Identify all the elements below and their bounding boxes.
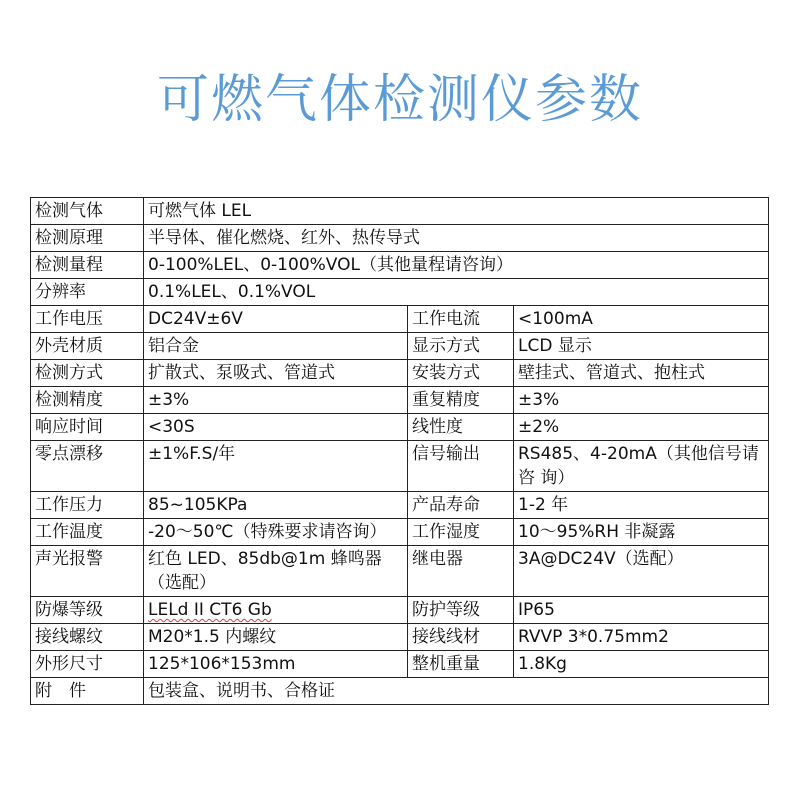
table-row: [31, 360, 769, 387]
row-value: [144, 597, 408, 624]
row-value: 10～95%RH 非凝露: [514, 519, 769, 546]
table-row: [31, 624, 769, 651]
row-value: 半导体、催化燃烧、红外、热传导式: [144, 225, 769, 252]
explosion-rating-text: LELd II CT6 Gb: [148, 600, 272, 620]
row-value: RS485、4-20mA（其他信号请咨 询）: [514, 441, 769, 492]
row-label: 外壳材质: [31, 333, 144, 360]
spec-table: [30, 197, 769, 705]
row-value: IP65: [514, 597, 769, 624]
row-label: 显示方式: [408, 333, 514, 360]
row-value: 1-2 年: [514, 492, 769, 519]
row-value: <100mA: [514, 306, 769, 333]
row-value: 可燃气体 LEL: [144, 198, 769, 225]
table-row: [31, 333, 769, 360]
row-value: DC24V±6V: [144, 306, 408, 333]
row-value: <30S: [144, 414, 408, 441]
row-label: 检测精度: [31, 387, 144, 414]
row-label: 工作电压: [31, 306, 144, 333]
row-label: 工作电流: [408, 306, 514, 333]
row-value: M20*1.5 内螺纹: [144, 624, 408, 651]
table-row: [31, 597, 769, 624]
table-row: [31, 225, 769, 252]
row-value: LCD 显示: [514, 333, 769, 360]
row-label: 接线线材: [408, 624, 514, 651]
row-value: ±1%F.S/年: [144, 441, 408, 492]
row-value: 3A@DC24V（选配）: [514, 546, 769, 597]
page-title: 可燃气体检测仪参数: [156, 70, 643, 130]
row-label: 零点漂移: [31, 441, 144, 492]
row-label: 工作温度: [31, 519, 144, 546]
row-label: 声光报警: [31, 546, 144, 597]
row-label: 信号输出: [408, 441, 514, 492]
row-value: 红色 LED、85db@1m 蜂鸣器（选配）: [144, 546, 408, 597]
row-label: 外形尺寸: [31, 651, 144, 678]
table-row: [31, 198, 769, 225]
row-label: 防护等级: [408, 597, 514, 624]
row-label: 重复精度: [408, 387, 514, 414]
table-row: [31, 306, 769, 333]
table-row: [31, 387, 769, 414]
row-value: ±3%: [514, 387, 769, 414]
row-label: 线性度: [408, 414, 514, 441]
row-label: 安装方式: [408, 360, 514, 387]
row-label: 检测方式: [31, 360, 144, 387]
row-label: 整机重量: [408, 651, 514, 678]
row-label: 检测原理: [31, 225, 144, 252]
table-row: [31, 651, 769, 678]
table-row: [31, 414, 769, 441]
row-label: 分辨率: [31, 279, 144, 306]
row-value: ±3%: [144, 387, 408, 414]
row-value: 0.1%LEL、0.1%VOL: [144, 279, 769, 306]
row-label: 工作压力: [31, 492, 144, 519]
row-value: RVVP 3*0.75mm2: [514, 624, 769, 651]
row-value: 1.8Kg: [514, 651, 769, 678]
table-row: [31, 678, 769, 705]
row-value: 包装盒、说明书、合格证: [144, 678, 769, 705]
table-row: [31, 441, 769, 492]
table-row: [31, 252, 769, 279]
row-value: 壁挂式、管道式、抱柱式: [514, 360, 769, 387]
row-value: ±2%: [514, 414, 769, 441]
table-row: [31, 519, 769, 546]
row-label: 防爆等级: [31, 597, 144, 624]
row-value: 85~105KPa: [144, 492, 408, 519]
row-label: 接线螺纹: [31, 624, 144, 651]
row-label: 产品寿命: [408, 492, 514, 519]
table-row: [31, 279, 769, 306]
row-label: 附 件: [31, 678, 144, 705]
row-label: 检测气体: [31, 198, 144, 225]
row-value: 0-100%LEL、0-100%VOL（其他量程请咨询）: [144, 252, 769, 279]
row-value: 扩散式、泵吸式、管道式: [144, 360, 408, 387]
row-label: 工作湿度: [408, 519, 514, 546]
row-value: -20～50℃（特殊要求请咨询）: [144, 519, 408, 546]
row-value: 铝合金: [144, 333, 408, 360]
row-value: 125*106*153mm: [144, 651, 408, 678]
row-label: 检测量程: [31, 252, 144, 279]
row-label: 继电器: [408, 546, 514, 597]
row-label: 响应时间: [31, 414, 144, 441]
spec-table-body: [31, 198, 769, 705]
table-row: [31, 492, 769, 519]
table-row: [31, 546, 769, 597]
